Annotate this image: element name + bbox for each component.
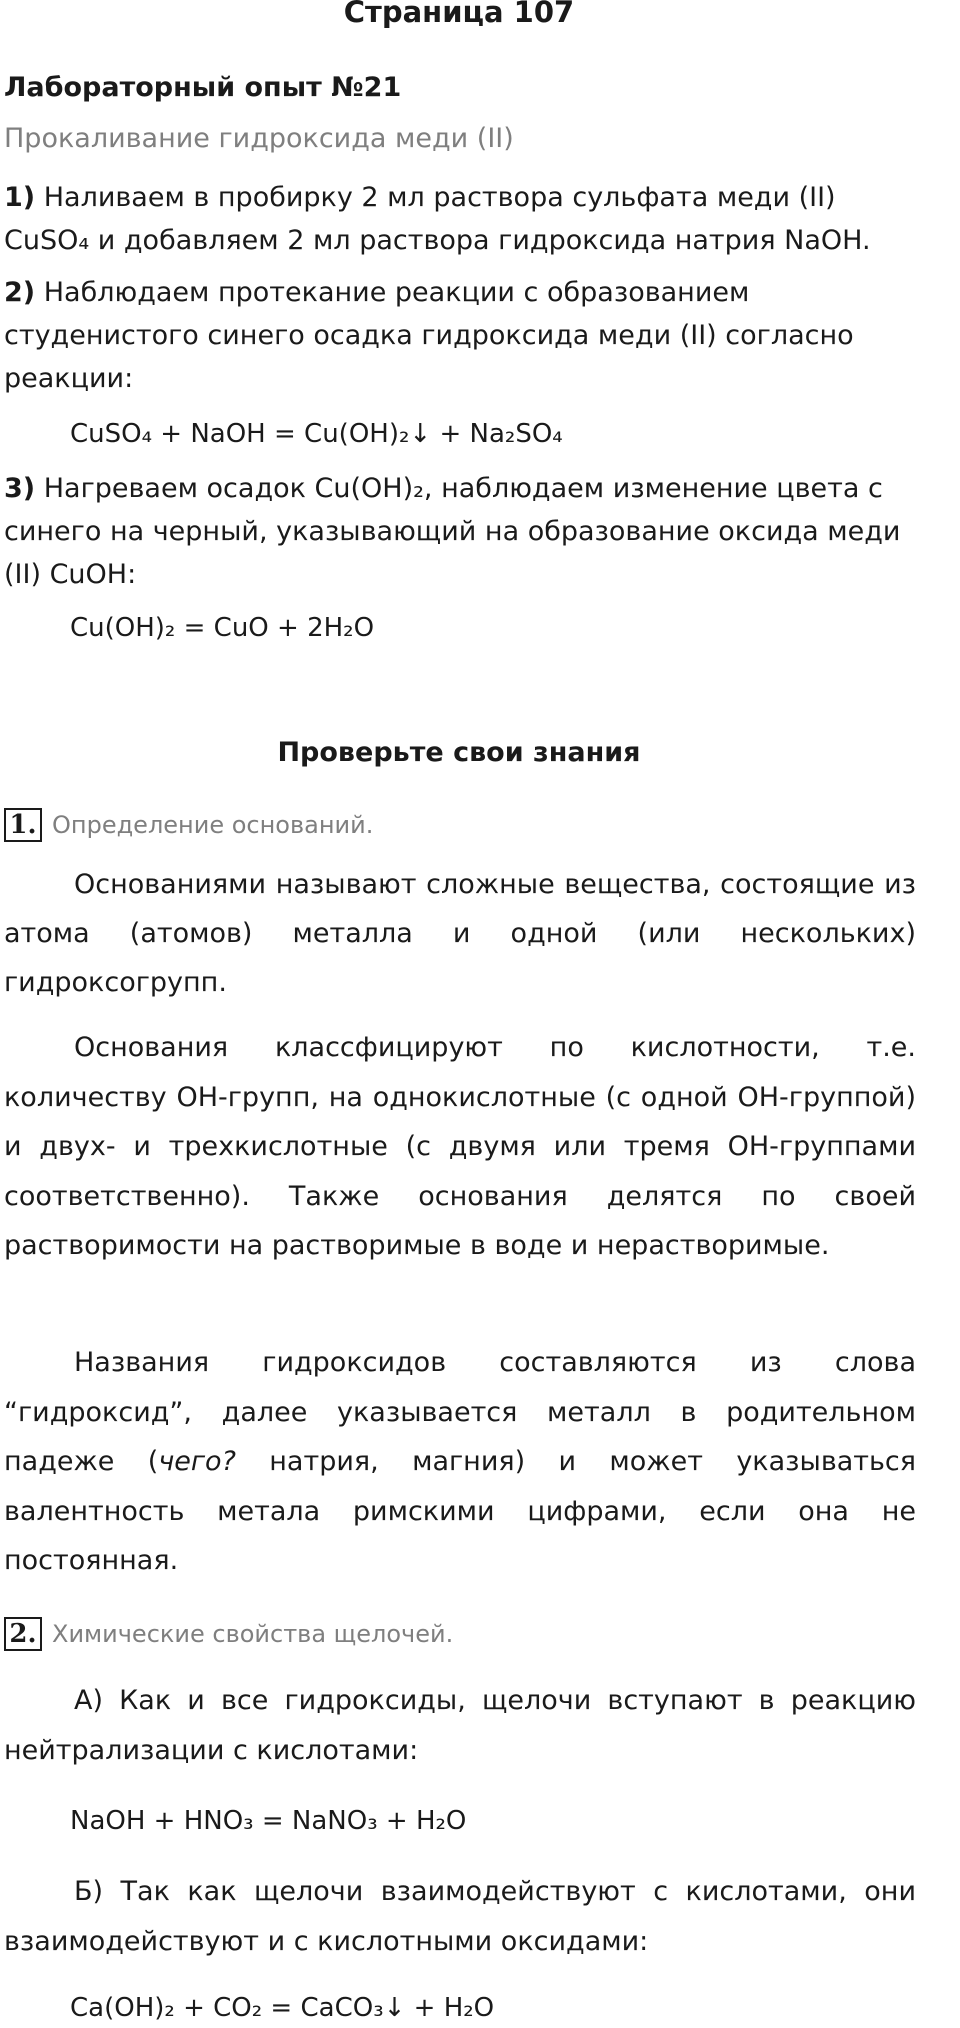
lab-step-3 [4,467,904,596]
step-text: Наблюдаем протекание реакции с образованием студенистого синего осадка гидроксида меди (II) согласно реакции: [4,277,854,394]
lab-experiment-title: Лабораторный опыт №21 [4,72,402,103]
text-fragment: натрия, магния) и может указываться валентность метала римскими цифрами, если она не постоянная. [4,1446,917,1576]
lab-experiment-subtitle: Прокаливание гидроксида меди (II) [4,123,514,154]
step-number: 2) [4,277,36,308]
answer-1-paragraph-1: Основаниями называют сложные вещества, состоящие из атома (атомов) металла и одной (или нескольких) гидроксогрупп. [4,869,916,998]
answer-2-part-a: А) Как и все гидроксиды, щелочи вступают в реакцию нейтрализации с кислотами: [4,1685,916,1766]
answer-1-paragraph-3 [4,1338,916,1586]
question-1-header [4,805,373,845]
answer-2-part-b: Б) Так как щелочи взаимодействуют с кислотами, они взаимодействуют и с кислотными оксидами: [4,1876,916,1957]
page-title: Страница 107 [343,0,575,29]
question-heading: Определение оснований. [52,811,374,839]
lab-step-2 [4,271,904,400]
equation-calcium-hydroxide-co2: Ca(OH)₂ + CO₂ = CaCO₃↓ + H₂O [70,1993,495,2023]
step-number: 1) [4,182,36,213]
step-text: Нагреваем осадок Cu(OH)₂, наблюдаем изменение цвета с синего на черный, указывающий на образование оксида меди (II) CuOH: [4,473,901,590]
lab-step-1 [4,176,904,262]
section-title: Проверьте свои знания [277,737,641,768]
question-heading: Химические свойства щелочей. [52,1620,454,1648]
step-text: Наливаем в пробирку 2 мл раствора сульфата меди (II) CuSO₄ и добавляем 2 мл раствора гидроксида натрия NaOH. [4,182,871,256]
question-number-box: 1. [4,808,42,842]
step-number: 3) [4,473,36,504]
question-2-header [4,1614,453,1654]
answer-1-paragraph-2: Основания классфицируют по кислотности, т.е. количеству ОН-групп, на однокислотные (с одной ОН-группой) и двух- и трехкислотные (с двумя или тремя ОН-группами соответственно). Также основания делятся по своей растворимости на растворимые в воде и нерастворимые. [4,1032,916,1261]
equation-copper-hydroxide-decomposition: Cu(OH)₂ = CuO + 2H₂O [70,613,375,643]
text-fragment: Названия гидроксидов составляются из слова “гидроксид”, далее указывается металл в родительном падеже ( [4,1347,916,1477]
italic-question-word: чего? [158,1446,236,1477]
equation-neutralization: NaOH + HNO₃ = NaNO₃ + H₂O [70,1806,467,1836]
equation-copper-sulfate: CuSO₄ + NaOH = Cu(OH)₂↓ + Na₂SO₄ [70,419,563,449]
question-number-box: 2. [4,1617,42,1651]
